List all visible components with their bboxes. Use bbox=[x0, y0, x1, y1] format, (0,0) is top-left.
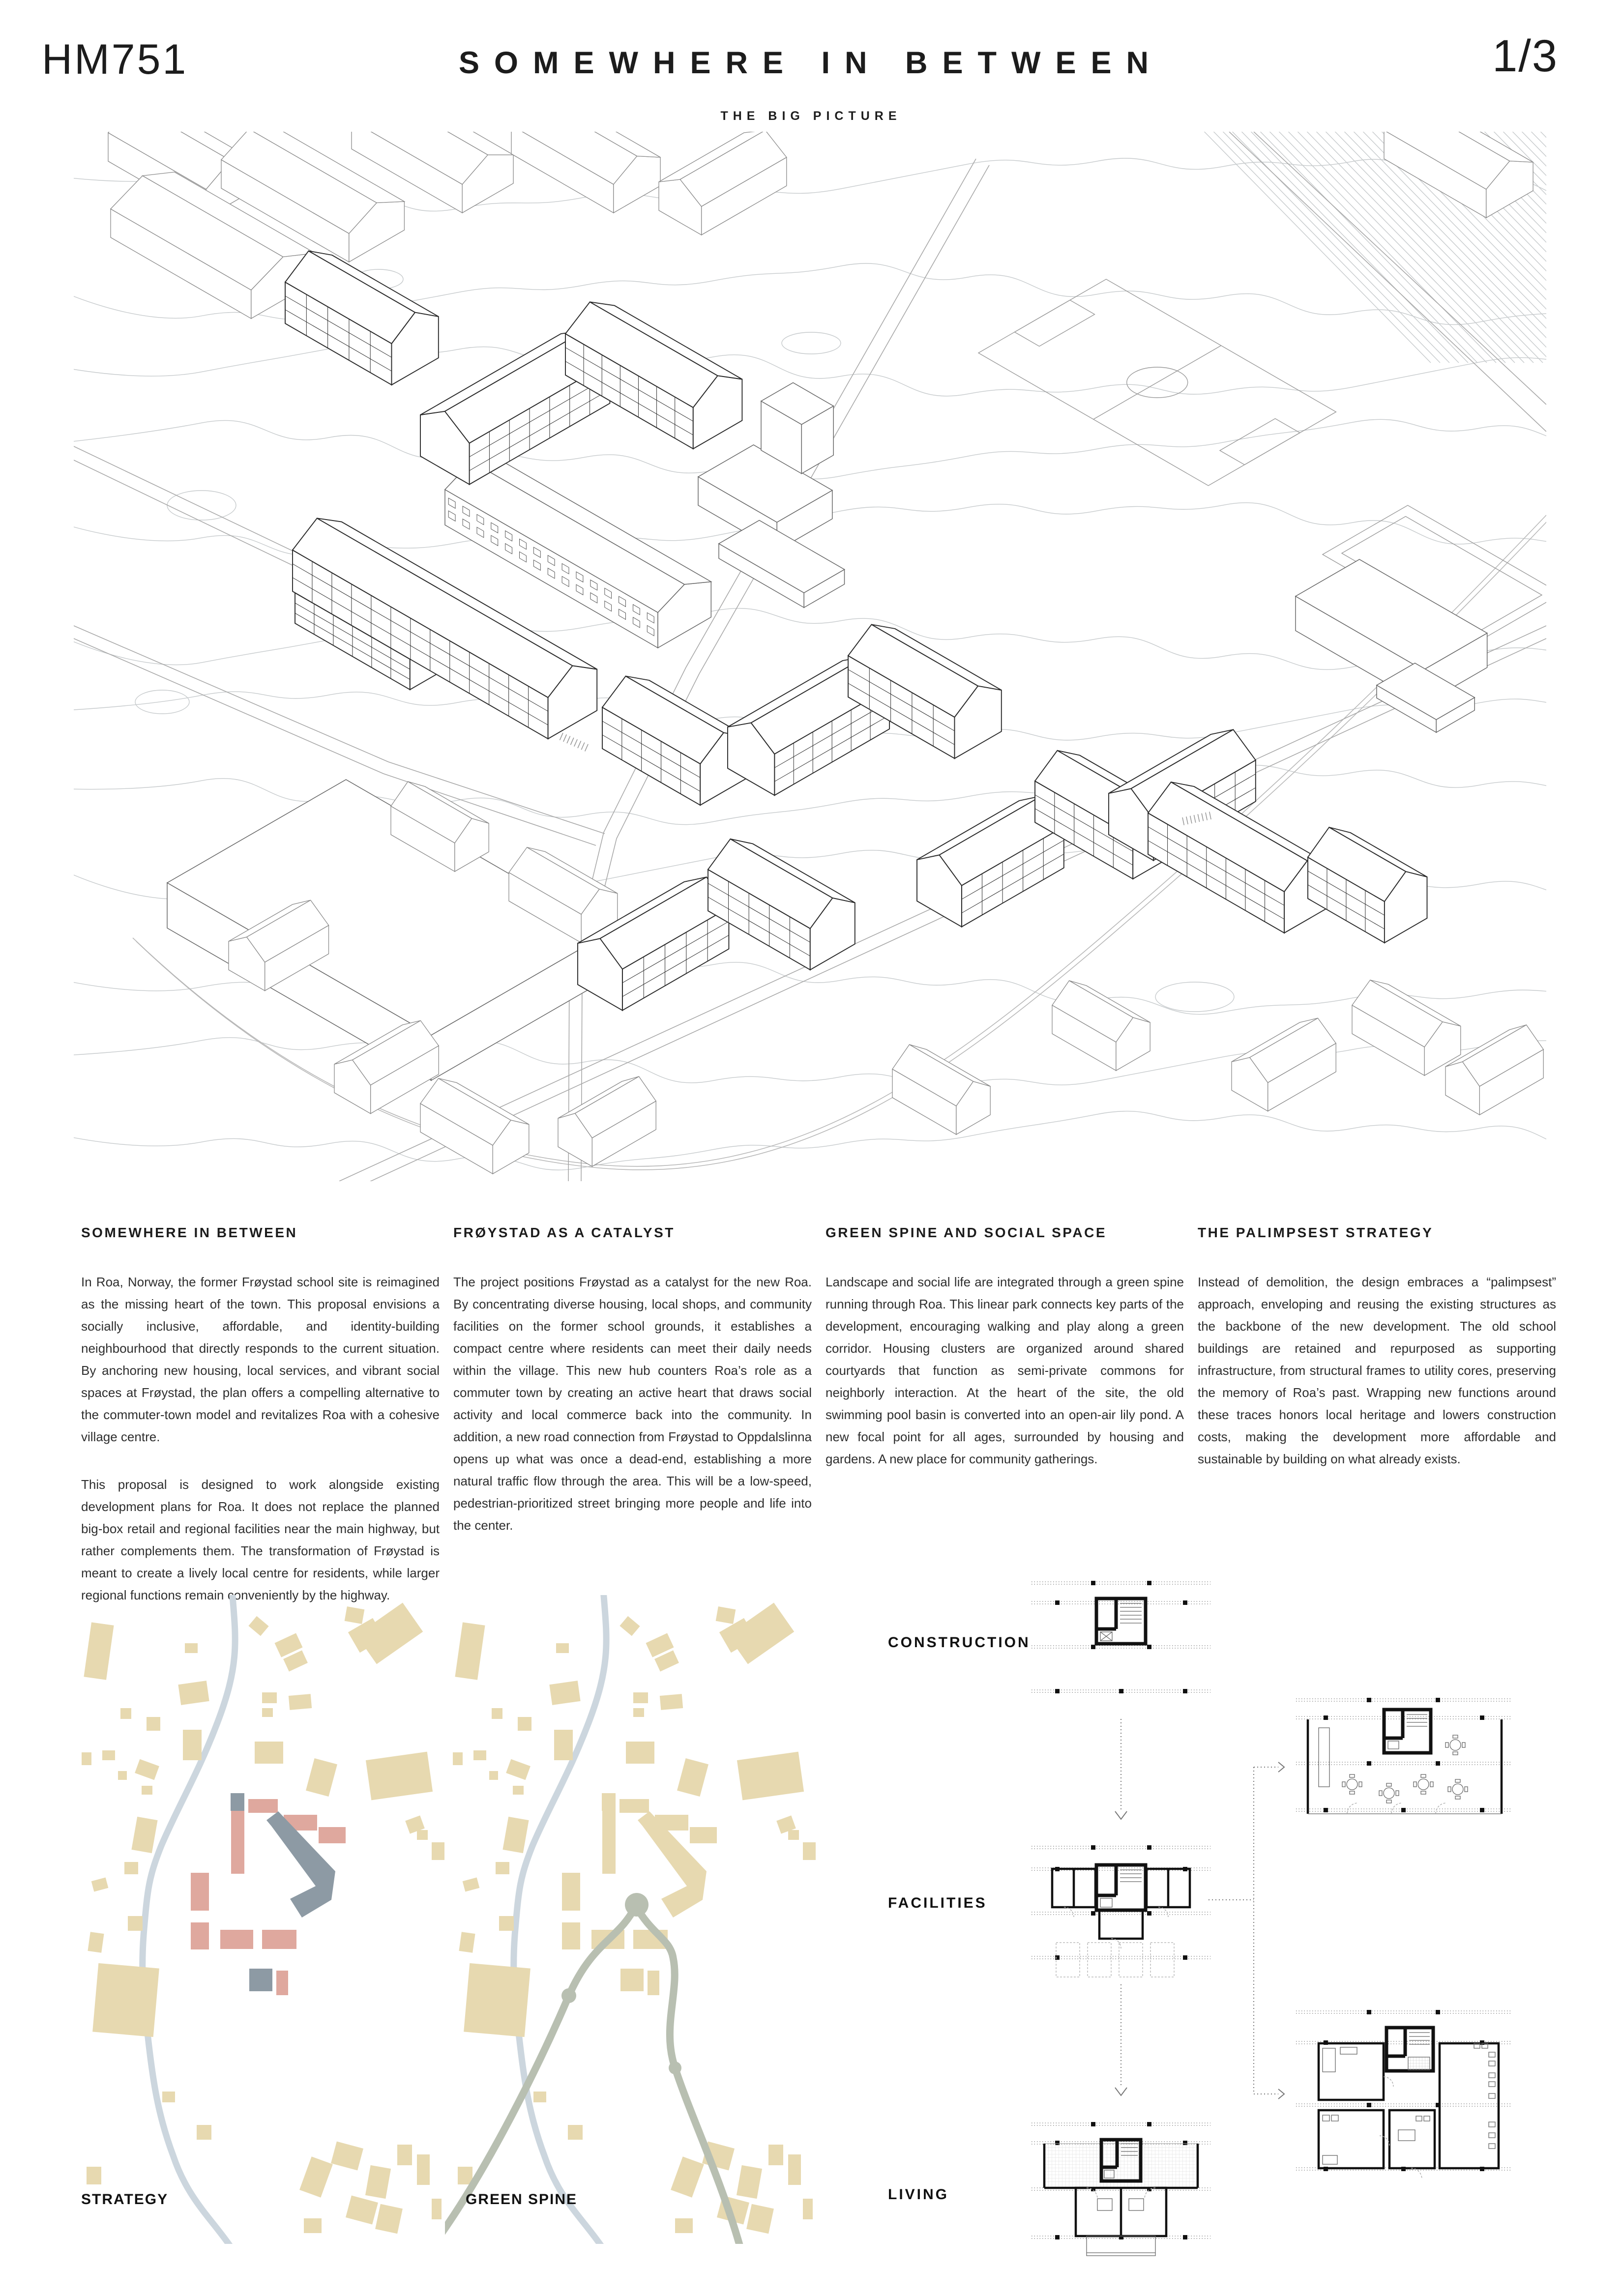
text-column-palimpsest bbox=[1198, 1225, 1556, 1632]
column-paragraph: Landscape and social life are integrated through a green spine running through Roa. This linear park connects key parts of the development, encouraging walking and play along a green corridor. Housing clusters are organized around shared courtyards that function as semi-private commons for neighborly interaction. At the heart of the site, the old swimming pool basin is converted into an open-air lily pond. A new focal point for all ages, surrounded by housing and gardens. A new place for community gatherings. bbox=[826, 1275, 1184, 1466]
strategy-map bbox=[74, 1595, 445, 2244]
column-heading: THE PALIMPSEST STRATEGY bbox=[1198, 1225, 1434, 1240]
axonometric-site-drawing bbox=[74, 132, 1546, 1181]
green-spine-map-label: GREEN SPINE bbox=[466, 2191, 578, 2208]
arrow-down-icon bbox=[1112, 1983, 1130, 2099]
construction-label: CONSTRUCTION bbox=[888, 1634, 1031, 1651]
text-column-somewhere-in-between bbox=[81, 1225, 440, 1632]
green-spine-map bbox=[445, 1595, 816, 2244]
branch-connector bbox=[1205, 1760, 1291, 2104]
stair-core bbox=[1096, 1865, 1146, 1910]
column-heading: SOMEWHERE IN BETWEEN bbox=[81, 1225, 298, 1240]
apartment-unit-plan bbox=[1293, 1998, 1514, 2187]
text-columns bbox=[81, 1225, 1556, 1632]
cafe-tables bbox=[1342, 1735, 1468, 1803]
cafe-plan bbox=[1308, 1710, 1502, 1814]
column-paragraph: This proposal is designed to work alongside existing development plans for Roa. It does not replace the planned big-box retail and regional facilities near the main highway, but rather complements them. The transformation of Frøystad is meant to create a lively local centre for residents, while larger regional functions remain conveniently by the highway. bbox=[81, 1477, 440, 1602]
text-column-froystad-catalyst bbox=[453, 1225, 812, 1632]
stair-core bbox=[1096, 1598, 1146, 1644]
facilities-label: FACILITIES bbox=[888, 1895, 987, 1911]
living-label: LIVING bbox=[888, 2186, 949, 2203]
arrow-down-icon bbox=[1112, 1718, 1130, 1822]
future-rooms bbox=[1056, 1943, 1174, 1977]
living-floor-plan bbox=[1028, 2116, 1214, 2264]
facilities-floor-plan bbox=[1028, 1838, 1214, 1981]
construction-core-plan bbox=[1028, 1573, 1214, 1698]
column-paragraph: Instead of demolition, the design embraces a “palimpsest” approach, enveloping and reusing the existing structures as the backbone of the new development. The old school buildings are retained and repurposed as supporting infrastructure, from structural frames to utility cores, preserving the memory of Roa’s past. Wrapping new functions around these traces honors local heritage and lowers construction costs, making the development more affordable and sustainable by building on what already exists. bbox=[1198, 1275, 1556, 1466]
column-paragraph: In Roa, Norway, the former Frøystad school site is reimagined as the missing heart of the town. This proposal envisions a socially inclusive, affordable, and identity-building neighbourhood that directly responds to the current situation. By anchoring new housing, local services, and vibrant social spaces at Frøystad, the plan offers a compelling alternative to the commuter-town model and revitalizes Roa with a cohesive village centre. bbox=[81, 1275, 440, 1444]
facility-unit-plan bbox=[1293, 1691, 1514, 1831]
page-number: 1/3 bbox=[1492, 31, 1558, 81]
strategy-map-label: STRATEGY bbox=[81, 2191, 169, 2208]
column-heading: GREEN SPINE AND SOCIAL SPACE bbox=[826, 1225, 1107, 1240]
column-heading: FRØYSTAD AS A CATALYST bbox=[453, 1225, 675, 1240]
page-subtitle: THE BIG PICTURE bbox=[720, 109, 902, 123]
column-paragraph: The project positions Frøystad as a catalyst for the new Roa. By concentrating diverse housing, local shops, and community facilities on the former school grounds, it establishes a compact centre where residents can meet their daily needs within the village. This new hub counters Roa’s role as a commuter town by creating an active heart that draws social activity and local commerce back into the community. In addition, a new road connection from Frøystad to Oppdalslinna opens up what was once a dead-end, establishing a more natural traffic flow through the area. This will be a low-speed, pedestrian-prioritized street bringing more people and life into the center. bbox=[453, 1275, 812, 1533]
apartment-rooms bbox=[1319, 2028, 1499, 2179]
page-title: SOMEWHERE IN BETWEEN bbox=[458, 46, 1164, 80]
text-column-green-spine bbox=[826, 1225, 1184, 1632]
project-code: HM751 bbox=[42, 36, 188, 83]
